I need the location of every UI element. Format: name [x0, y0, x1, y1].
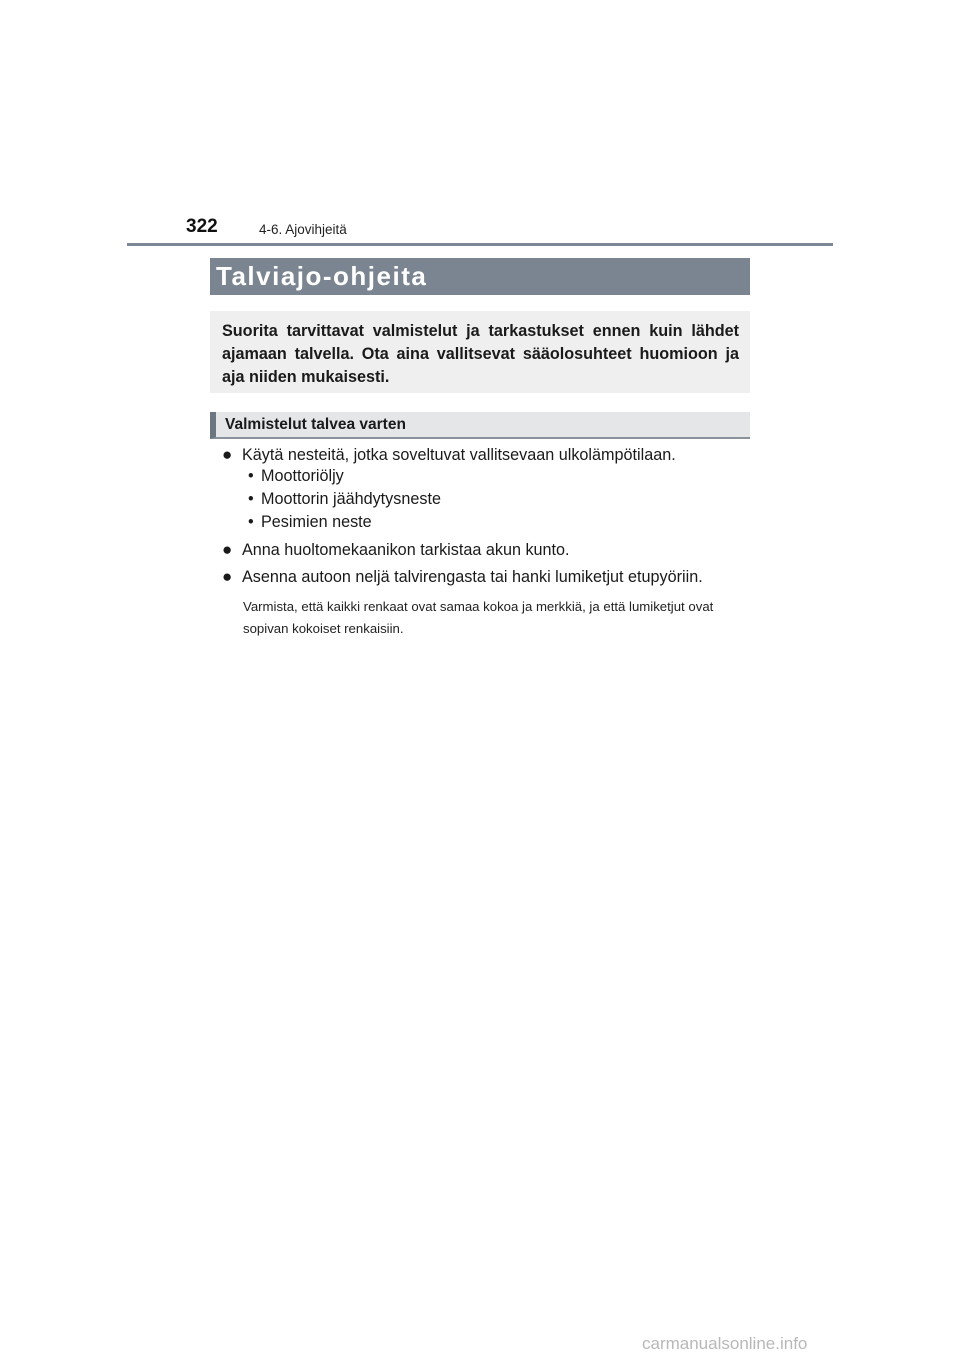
- sub-list-item: [248, 490, 441, 509]
- sub-item-text: Pesimien neste: [261, 513, 372, 531]
- page-title: Talviajo-ohjeita: [216, 261, 428, 291]
- sub-list-item: [248, 467, 344, 486]
- sub-bullet-icon: •: [248, 467, 254, 485]
- sub-item-text: Moottorin jäähdytysneste: [261, 490, 441, 508]
- bullet-dot-icon: ●: [222, 445, 233, 464]
- bullet-item: [222, 445, 676, 465]
- page-number: 322: [186, 216, 218, 237]
- bullet-dot-icon: ●: [222, 567, 233, 586]
- bullet-text: Käytä nesteitä, jotka soveltuvat vallitsevaan ulkolämpötilaan.: [242, 446, 676, 464]
- sub-bullet-icon: •: [248, 513, 254, 531]
- note-text: Varmista, että kaikki renkaat ovat samaa kokoa ja merkkiä, ja että lumiketjut ovat sopivan kokoiset renkaisiin.: [243, 599, 714, 636]
- section-heading: Valmistelut talvea varten: [225, 415, 406, 433]
- bullet-text: Anna huoltomekaanikon tarkistaa akun kunto.: [242, 541, 570, 559]
- bullet-dot-icon: ●: [222, 540, 233, 559]
- watermark: carmanualsonline.info: [642, 1334, 808, 1353]
- bullet-item: [222, 540, 570, 560]
- section-heading-bar: [210, 412, 750, 439]
- page-title-bar: [210, 258, 750, 295]
- section-reference: 4-6. Ajovihjeitä: [259, 222, 347, 237]
- sub-list-item: [248, 513, 372, 532]
- bullet-text: Asenna autoon neljä talvirengasta tai hanki lumiketjut etupyöriin.: [242, 568, 703, 586]
- sub-bullet-icon: •: [248, 490, 254, 508]
- sub-item-text: Moottoriöljy: [261, 467, 344, 485]
- bullet-item: [222, 567, 703, 587]
- header-divider: [127, 243, 833, 246]
- intro-box: Suorita tarvittavat valmistelut ja tarkastukset ennen kuin lähdet ajamaan talvella. Ota aina vallitsevat sääolosuhteet huomioon ja aja niiden mukaisesti.: [210, 311, 750, 393]
